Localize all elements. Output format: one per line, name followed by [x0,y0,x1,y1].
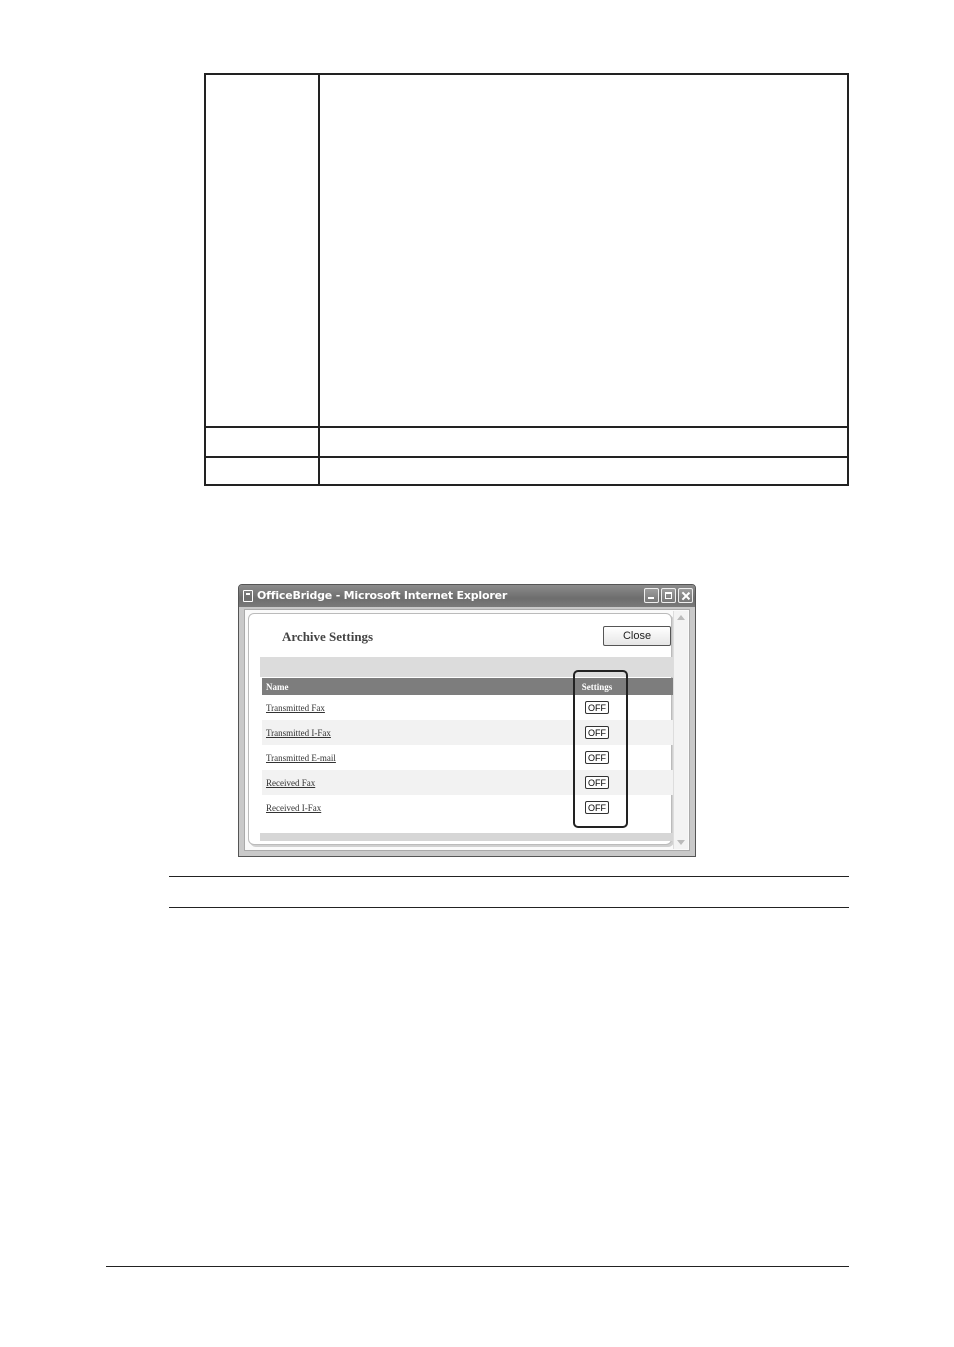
browser-window [238,584,696,857]
close-window-button[interactable] [678,588,693,603]
table-column-divider [318,75,320,484]
scroll-up-arrow-icon[interactable] [677,615,685,620]
window-title: OfficeBridge - Microsoft Internet Explorer [257,589,508,602]
table-row-divider [206,456,847,458]
archive-link-transmitted-fax[interactable]: Transmitted Fax [266,702,325,713]
vertical-scrollbar[interactable] [673,611,688,849]
document-icon [243,590,253,602]
title-bar [239,585,695,607]
minimize-button[interactable] [644,588,659,603]
scroll-down-arrow-icon[interactable] [677,840,685,845]
footer-divider [260,833,673,841]
table-row-divider [206,426,847,428]
settings-highlight-callout [573,670,628,828]
column-header-settings: Settings [569,678,625,695]
document-table [204,73,849,486]
browser-content [244,609,690,851]
toggle-transmitted-email[interactable]: OFF [585,751,609,764]
archive-link-received-fax[interactable]: Received Fax [266,777,316,788]
page-title: Archive Settings [282,629,374,644]
maximize-button[interactable] [661,588,676,603]
toggle-transmitted-fax[interactable]: OFF [585,701,609,714]
toggle-received-fax[interactable]: OFF [585,776,609,789]
column-header-blank [625,678,673,695]
close-button[interactable]: Close [603,626,671,646]
footer-rule [106,1266,849,1267]
archive-settings-panel [248,613,672,845]
archive-link-transmitted-ifax[interactable]: Transmitted I-Fax [266,727,331,738]
note-rule-top [169,876,849,877]
toggle-received-ifax[interactable]: OFF [585,801,609,814]
archive-link-received-ifax[interactable]: Received I-Fax [266,802,322,813]
archive-link-transmitted-email[interactable]: Transmitted E-mail [266,752,336,763]
toggle-transmitted-ifax[interactable]: OFF [585,726,609,739]
note-rule-bottom [169,907,849,908]
column-header-name: Name [262,678,569,695]
